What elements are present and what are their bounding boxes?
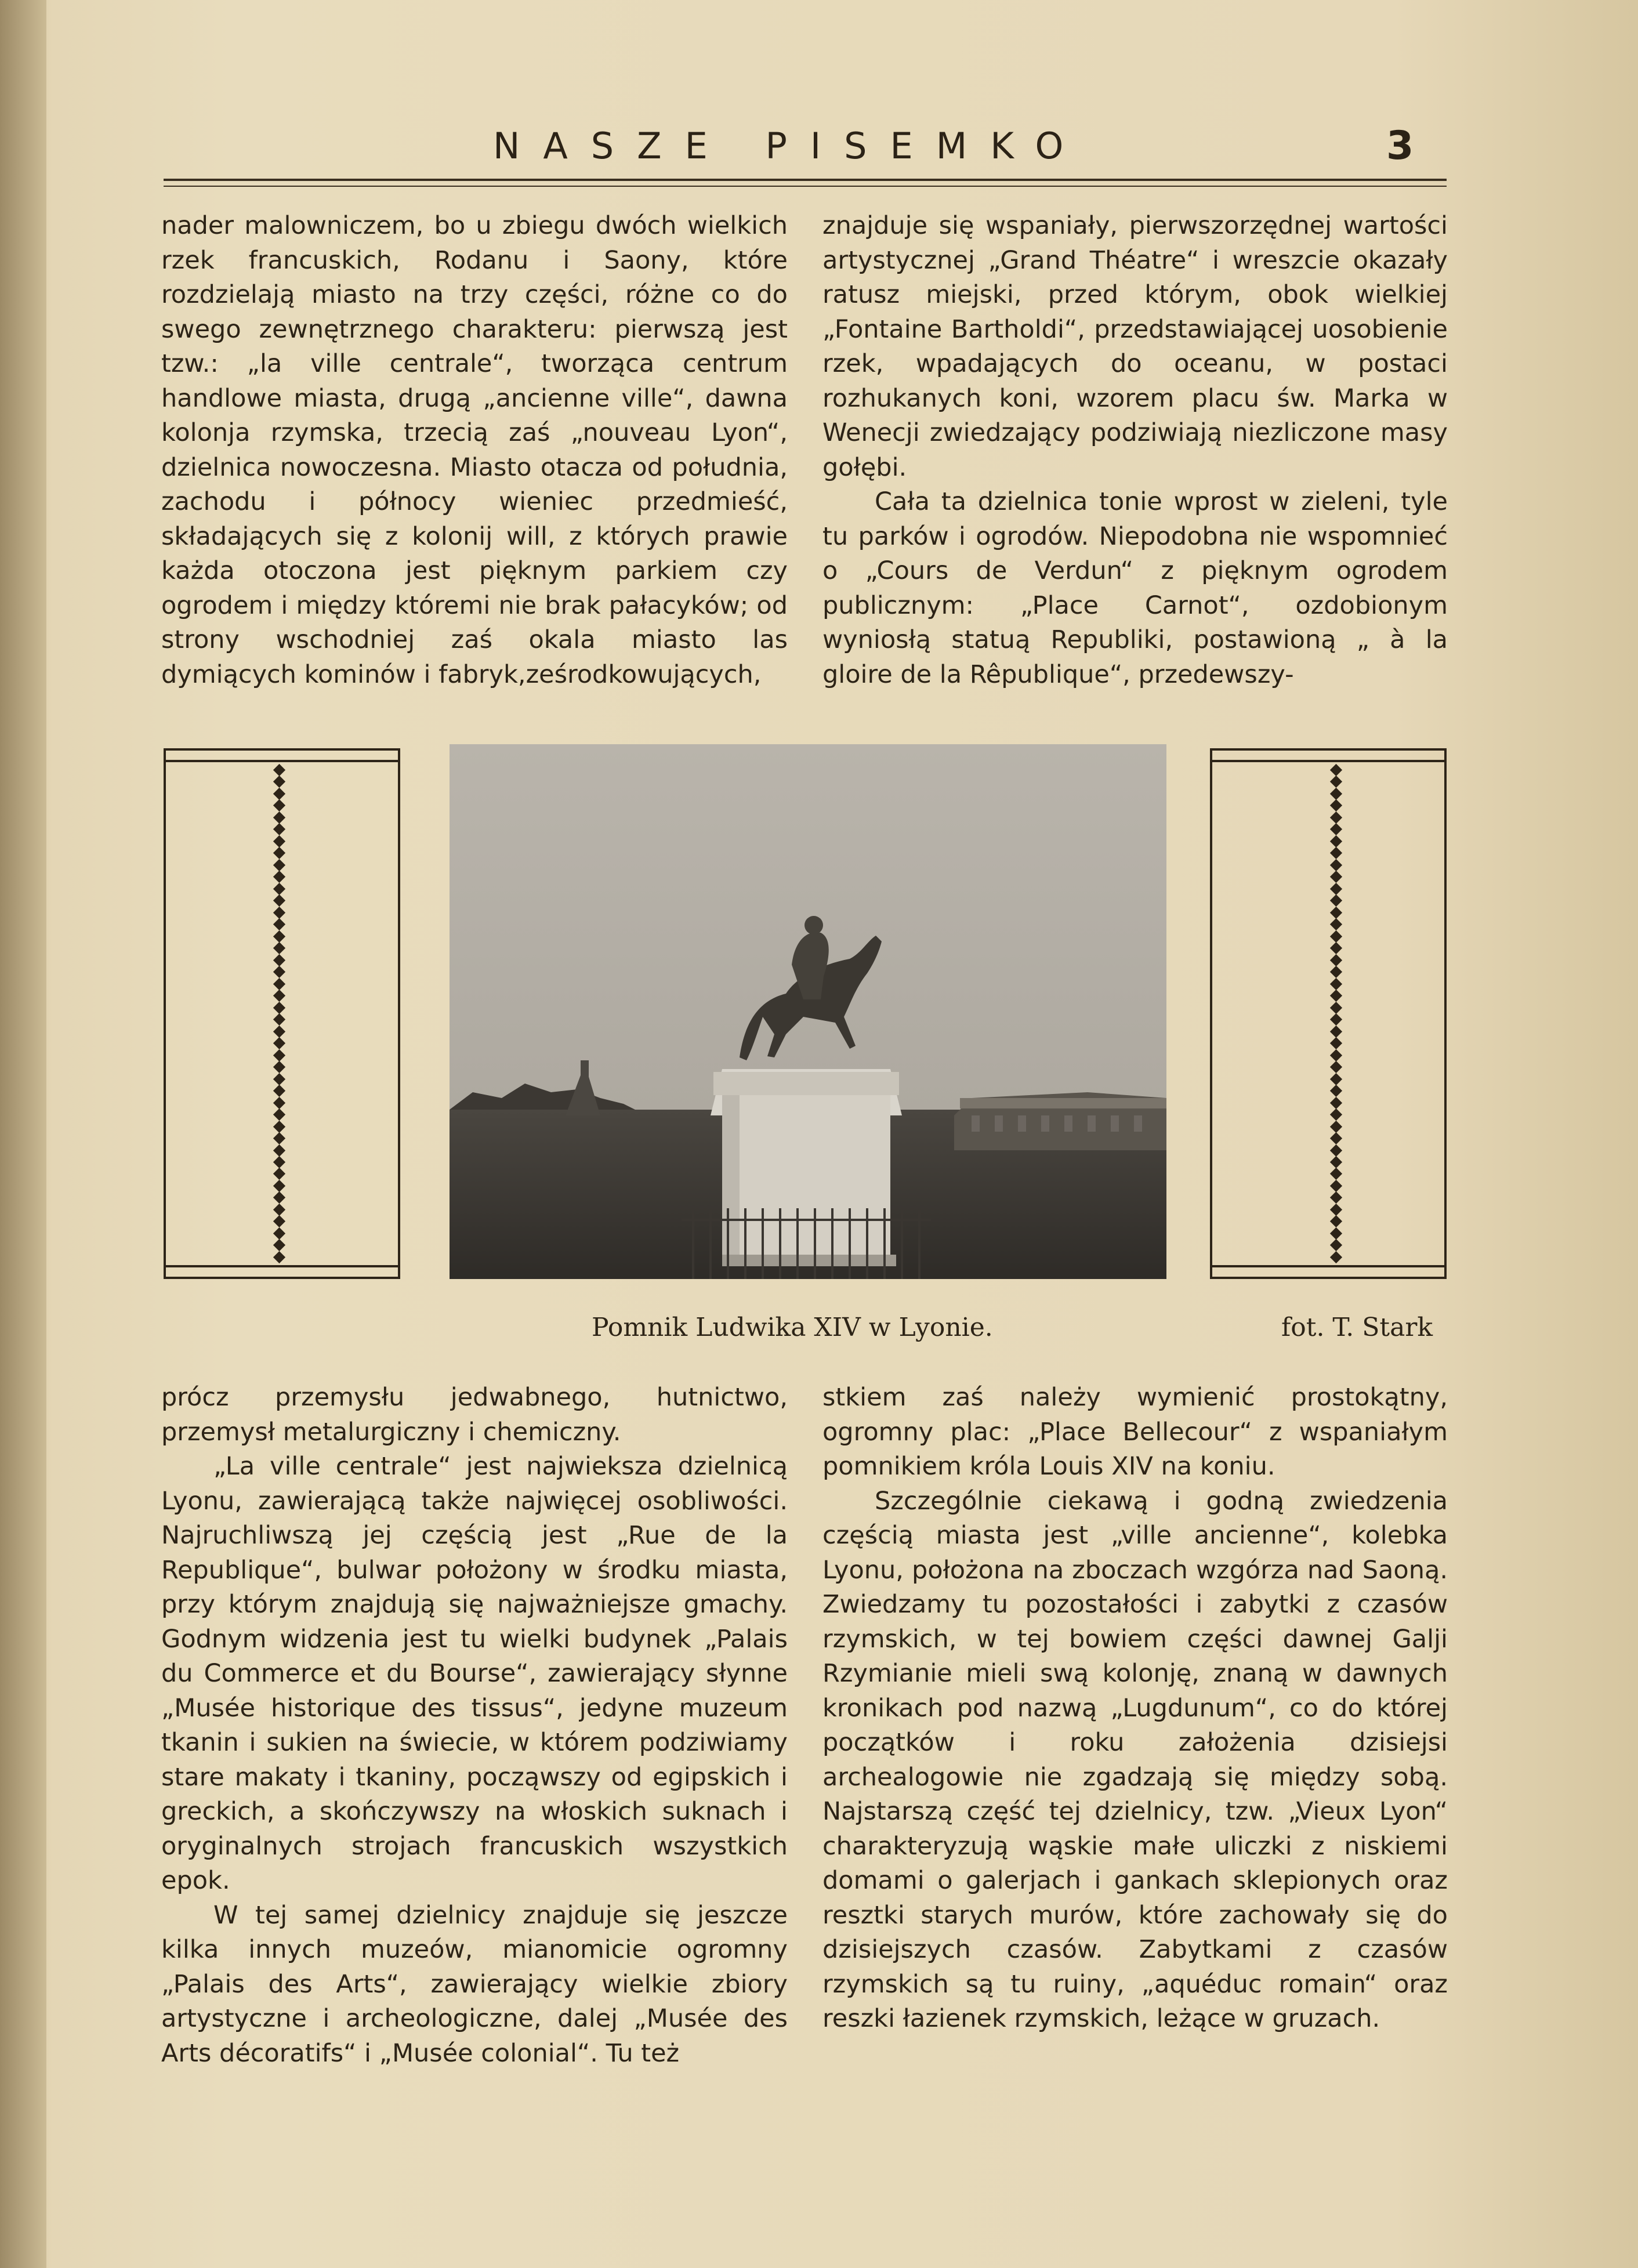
paragraph: nader malowniczem, bo u zbiegu dwóch wielkich rzek francuskich, Rodanu i Saony, które rozdzielają miasto na trzy części, różne co do swego zewnętrznego charakteru: pierwszą jest tzw.: „la ville centrale“, tworząca centrum handlowe miasta, drugą „ancienne ville“, dawna kolonja rzymska, trzecią zaś „nouveau Lyon“, dzielnica nowoczesna. Miasto otacza od południa, zachodu i północy wieniec przedmieść, składających się z kolonij will, z których prawie każda otoczona jest pięknym parkiem czy ogrodem i między któremi nie brak pałacyków; od strony wschodniej zaś okala miasto las dymiących kominów i fabryk,ześrodkowujących, [161, 211, 788, 689]
paragraph: „La ville centrale“ jest najwieksza dzielnicą Lyonu, zawierającą także najwięcej osobliwości. Najruchliwszą jej częścią jest „Rue de la Republique“, bulwar położony w środku miasta, przy którym znajdują się najważniejsze gmachy. Godnym widzenia jest tu wielki budynek „Palais du Commerce et du Bourse“, zawierający słynne „Musée historique des tissus“, jedyne muzeum tkanin i sukien na świecie, w którem podziwiamy stare makaty i tkaniny, począwszy od egipskich i greckich, a skończywszy na włoskich suknach i oryginalnych strojach francuskich wszystkich epok. [161, 1452, 788, 1895]
ornament-frame-left [164, 748, 400, 1279]
paragraph: Szczególnie ciekawą i godną zwiedzenia częścią miasta jest „ville ancienne“, kolebka Lyonu, położona na zboczach wzgórza nad Saoną. Zwiedzamy tu pozostałości i zabytki z czasów rzymskich, w tej bowiem części dawnej Galji Rzymianie mieli swą kolonję, znaną w dawnych kronikach pod nazwą „Lugdunum“, co do której początków i roku założenia dzisiejsi archealogowie nie zgadzają się między sobą. Najstarszą część tej dzielnicy, tzw. „Vieux Lyon“ charakteryzują wąskie małe uliczki z niskiemi domami o galerjach i gankach sklepionych oraz resztki starych murów, które zachowały się do dzisiejszych czasów. Zabytkami z czasów rzymskich są tu ruiny, „aquéduc romain“ oraz reszki łazienek rzymskich, leżące w gruzach. [822, 1486, 1448, 2033]
running-title: NASZE PISEMKO [493, 125, 1087, 167]
binding-edge [0, 0, 46, 2268]
paragraph: prócz przemysłu jedwabnego, hutnictwo, przemysł metalurgiczny i chemiczny. [161, 1383, 788, 1447]
text-column-bottom-right [822, 1381, 1448, 2037]
paragraph: W tej samej dzielnicy znajduje się jeszcze kilka innych muzeów, mianomicie ogromny „Palais des Arts“, zawierający wielkie zbiory artystyczne i archeologiczne, dalej „Musée des Arts décoratifs“ i „Musée colonial“. Tu też [161, 1900, 788, 2068]
text-column-top-left [161, 209, 788, 692]
paragraph: znajduje się wspaniały, pierwszorzędnej wartości artystycznej „Grand Théatre“ i wreszcie okazały ratusz miejski, przed którym, obok wielkiej „Fontaine Bartholdi“, przedstawiającej uosobienie rzek, wpadających do oceanu, w postaci rozhukanych koni, wzorem placu św. Marka w Wenecji zwiedzający podziwiają niezliczone masy gołębi. [822, 211, 1448, 482]
diamond-chain-ornament [269, 766, 289, 1262]
header-rule-top [164, 179, 1447, 181]
text-column-bottom-left [161, 1381, 788, 2071]
text-column-top-right [822, 209, 1448, 692]
ornament-frame-right [1210, 748, 1447, 1279]
statue-photograph [450, 744, 1166, 1279]
paragraph: Cała ta dzielnica tonie wprost w zieleni, tyle tu parków i ogrodów. Niepodobna nie wspomnieć o „Cours de Verdun“ z pięknym ogrodem publicznym: „Place Carnot“, ozdobionym wyniosłą statuą Republiki, postawioną „ à la gloire de la Rêpublique“, przedewszy- [822, 487, 1448, 689]
photo-credit: fot. T. Stark [1281, 1313, 1433, 1342]
page-number: 3 [1386, 123, 1414, 169]
paragraph: stkiem zaś należy wymienić prostokątny, ogromny plac: „Place Bellecour“ z wspaniałym pomnikiem króla Louis XIV na koniu. [822, 1383, 1448, 1481]
diamond-chain-ornament [1326, 766, 1346, 1262]
header-rule-bottom [164, 186, 1447, 187]
photo-caption: Pomnik Ludwika XIV w Lyonie. [592, 1313, 993, 1342]
